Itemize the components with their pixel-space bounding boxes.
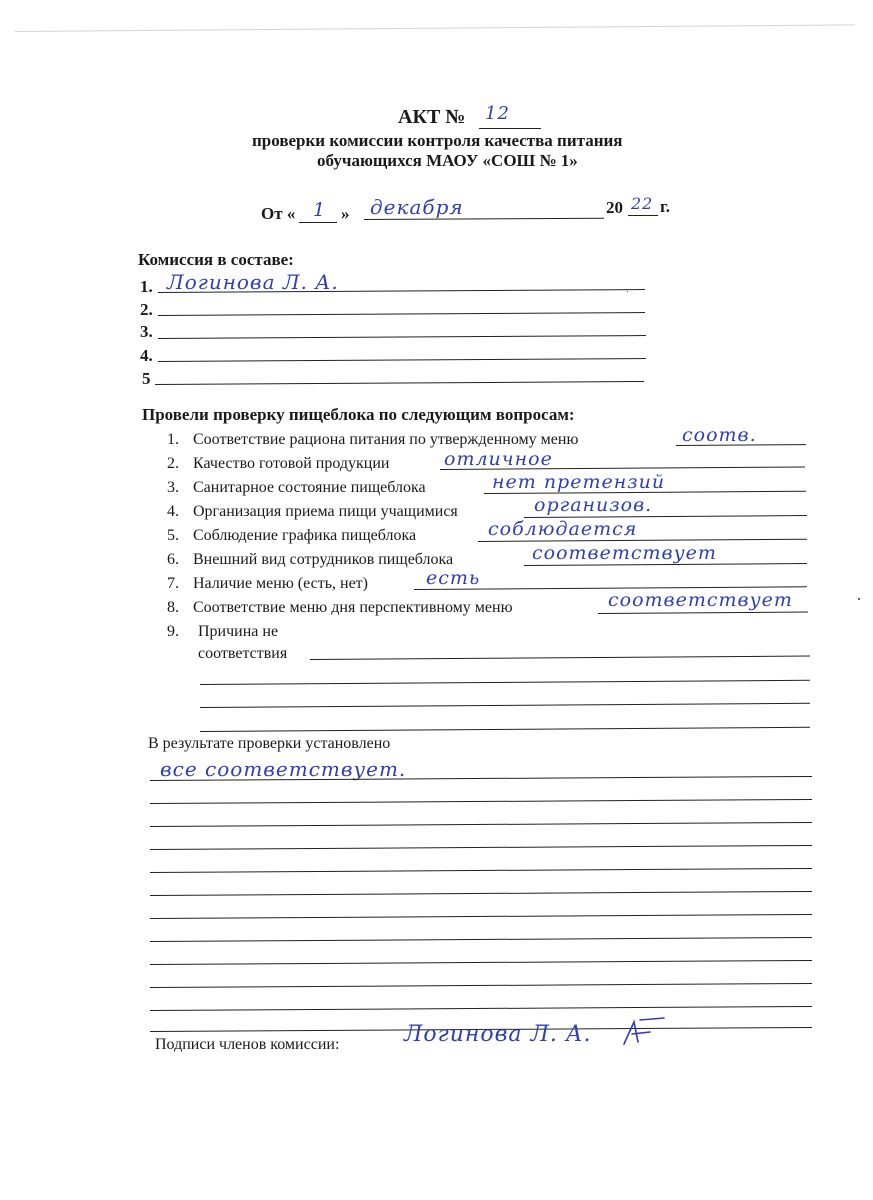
date-year-suffix: 22 — [631, 194, 654, 213]
member-line-5 — [155, 381, 644, 385]
item-label-3: Санитарное состояние пищеблока — [193, 479, 426, 496]
item-label-4: Организация приема пищи учащимися — [193, 503, 458, 520]
date-month: декабря — [370, 195, 464, 219]
member-line-3 — [158, 335, 646, 339]
date-year-line — [628, 215, 658, 216]
inspection-heading: Провели проверку пищеблока по следующим вопросам: — [142, 405, 575, 424]
item-num-5: 5. — [167, 527, 179, 544]
date-day: 1 — [313, 199, 327, 221]
item-label-8: Соответствие меню дня перспективному меню — [193, 599, 513, 616]
signature-mark — [620, 1014, 670, 1050]
act-subtitle-line2: обучающихся МАОУ «СОШ № 1» — [317, 151, 578, 170]
item-label-2: Качество готовой продукции — [193, 455, 390, 472]
act-number: 12 — [485, 103, 510, 124]
reason-extra-line-2 — [200, 703, 810, 708]
date-year-end: г. — [660, 197, 671, 216]
scan-edge-line — [15, 24, 855, 32]
item-answer-8: соответствует — [608, 589, 793, 611]
item-num-1: 1. — [167, 431, 179, 448]
act-number-line — [479, 128, 541, 129]
member-num-1: 1. — [140, 277, 153, 296]
result-line-2 — [150, 799, 812, 804]
item-num-3: 3. — [167, 479, 179, 496]
result-line-5 — [150, 868, 812, 873]
member-line-2 — [158, 312, 645, 316]
result-line-10 — [150, 983, 812, 988]
item-answer-1: соотв. — [682, 424, 757, 446]
commission-heading: Комиссия в составе: — [138, 250, 294, 269]
item-answer-6: соответствует — [532, 542, 717, 564]
item-label-5: Соблюдение графика пищеблока — [193, 527, 417, 544]
item-label-1: Соответствие рациона питания по утвержденному меню — [193, 431, 579, 448]
item-answer-5: соблюдается — [488, 518, 638, 540]
item-num-9: 9. — [167, 623, 179, 640]
scan-speck-2 — [627, 291, 628, 292]
date-prefix: От « — [261, 204, 296, 223]
reason-extra-line-1 — [200, 680, 810, 685]
result-line-8 — [150, 937, 812, 942]
date-year-prefix: 20 — [606, 198, 623, 217]
item-num-7: 7. — [167, 575, 179, 592]
result-line-6 — [150, 891, 812, 896]
item-label-9-cont: соответствия — [198, 645, 288, 662]
date-day-line — [299, 222, 337, 223]
result-line-7 — [150, 914, 812, 919]
item-num-2: 2. — [167, 455, 179, 472]
act-subtitle-line1: проверки комиссии контроля качества питания — [252, 131, 623, 150]
item-line-8 — [598, 612, 808, 614]
date-close-quote: » — [341, 204, 350, 223]
result-line-4 — [150, 845, 812, 850]
result-label: В результате проверки установлено — [148, 735, 391, 752]
result-line-3 — [150, 822, 812, 827]
result-line-9 — [150, 960, 812, 965]
item-answer-3: нет претензий — [492, 471, 666, 493]
reason-extra-line-3 — [200, 727, 810, 732]
item-label-9: Причина не — [198, 623, 279, 640]
scan-speck — [858, 598, 860, 600]
member-name-1: Логинова Л. А. — [167, 270, 339, 294]
result-line-11 — [150, 1006, 812, 1011]
item-num-6: 6. — [167, 551, 179, 568]
item-label-7: Наличие меню (есть, нет) — [193, 575, 368, 592]
act-title: АКТ № — [398, 106, 466, 128]
member-num-2: 2. — [140, 300, 153, 319]
member-line-4 — [158, 358, 646, 362]
result-text: все соответствует. — [160, 757, 407, 781]
signatures-label: Подписи членов комиссии: — [155, 1036, 340, 1053]
item-num-8: 8. — [167, 599, 179, 616]
member-num-5: 5 — [142, 369, 151, 388]
item-answer-4: организов. — [534, 494, 653, 516]
item-num-4: 4. — [167, 503, 179, 520]
member-num-3: 3. — [140, 322, 153, 341]
member-num-4: 4. — [140, 346, 153, 365]
item-label-6: Внешний вид сотрудников пищеблока — [193, 551, 454, 568]
item-answer-7: есть — [426, 567, 481, 589]
item-answer-2: отличное — [444, 448, 553, 470]
item-line-9 — [310, 656, 810, 660]
signatures-text: Логинова Л. А. — [404, 1022, 592, 1047]
